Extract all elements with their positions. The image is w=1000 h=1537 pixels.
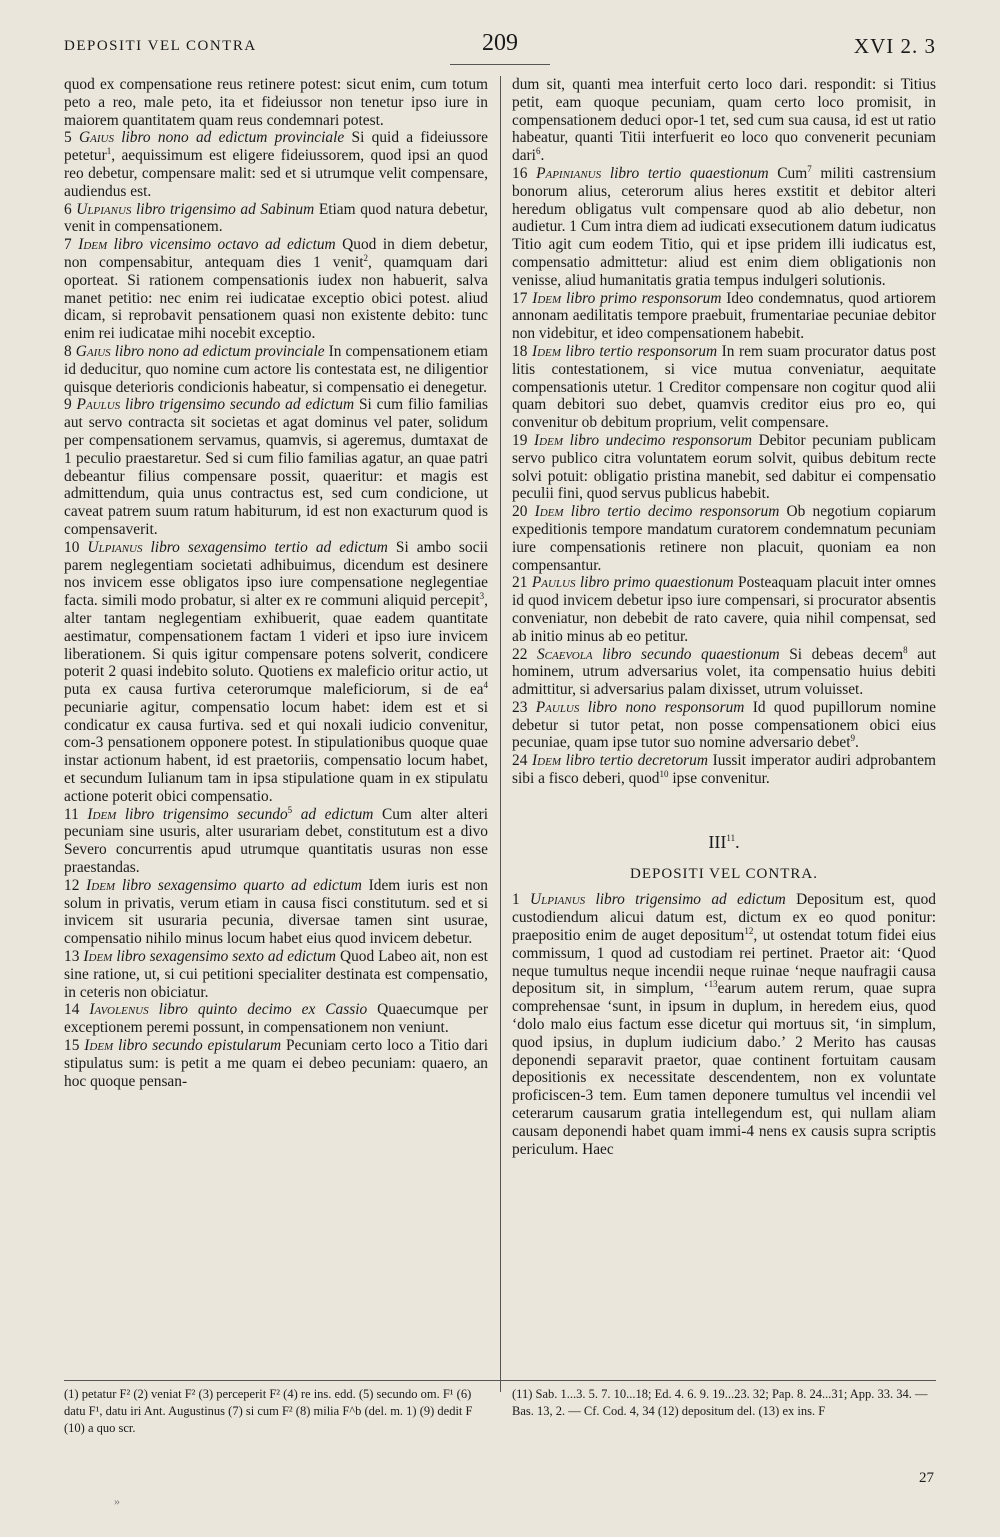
- jurist-name: Paulus: [76, 396, 121, 414]
- fragment-number: 18: [512, 342, 528, 360]
- source-work: libro sexagensimo quarto ad edictum: [121, 876, 362, 894]
- fragment-text: Id quod pupillorum nomine debetur si tutor petat, non posse compensationem obici eius pecuniae, quam ipse tutor suo nomine adversario debet: [512, 698, 936, 752]
- fragment-20: [512, 503, 936, 574]
- fragment-number: 24: [512, 752, 528, 770]
- fragment-number: 11: [64, 805, 79, 823]
- signature-mark: 27: [919, 1470, 934, 1486]
- fragment-number: 8: [64, 342, 72, 360]
- source-work: libro primo responsorum: [565, 289, 722, 307]
- fragment-15: [64, 1037, 488, 1090]
- fragment-text: Cum: [777, 164, 808, 182]
- header-title: DEPOSITI VEL CONTRA: [64, 38, 257, 54]
- fragment-number: 14: [64, 1001, 80, 1019]
- fragment-14: [64, 1001, 488, 1037]
- source-work: libro sexagensimo tertio ad edictum: [150, 538, 388, 556]
- source-work: libro sexagensimo sexto ad edictum: [116, 948, 336, 966]
- jurist-name: Idem: [534, 431, 563, 449]
- footnote-ref: 10: [659, 768, 669, 779]
- fragment-17: [512, 290, 936, 343]
- fragment-text: In rem suam procurator datus post litis contestationem, si vice mutua conveniatur, aequitate compensationis utetur. 1 Creditor compensare non cogitur quod alii quam debitori suo debet, quamvis creditor eius pro eo, qui convenitur ob debitum proprium, velit compensare.: [512, 342, 936, 432]
- fragment-5: [64, 129, 488, 200]
- jurist-name: Gaius: [75, 342, 111, 360]
- footnote-ref: 8: [903, 644, 908, 655]
- jurist-name: Ulpianus: [530, 891, 586, 909]
- fragment-text: dum sit, quanti mea interfuit certo loco dari. respondit: si Titius petit, eam quoque pecuniam, quam certo loco promisit, in compensationem deduci opor-1 tet, sed cum sua causa, id est ut ratio habeatur, quanti Titii interfuerit eo loco quo convenerit pecuniam dari: [512, 76, 936, 165]
- fragment-text: .: [540, 147, 545, 165]
- roman-numeral: III: [708, 831, 727, 852]
- source-work: libro nono ad edictum provinciale: [121, 129, 345, 147]
- jurist-name: Paulus: [535, 698, 580, 716]
- footnote-ref: 7: [807, 163, 812, 174]
- jurist-name: Idem: [87, 805, 117, 823]
- fragment-text: Si cum filio familias aut servo contracta sit societas et agat dominus vel pater, solidum per compensationem servamus, quamvis, si ageremus, dumtaxat de 1 peculio praestaretur. Sed si cum filio familias agatur, an quae patri debeantur filius compensare possit, quaeritur: et magis est admittendum, quia unus contractus est, sed cum condicione, ut caveat patrem suum ratum habiturum, id est non exacturum quod is compensaverit.: [64, 396, 489, 538]
- fragment-text: pecuniarie agitur, compensatio locum habet: idem est et si condicatur ex causa furtiva. sed et qui noxali iudicio convenitur, com-3 pensationem opponere potest. In stipulationibus quoque quae instar actionum habent, id est praetoriis, compensatio locum habet, et secundum Iulianum tam in ipsa stipulatione quam in ex stipulatu actione poterit obici compensatio.: [64, 698, 488, 805]
- fragment-text: Si debeas decem: [789, 645, 904, 663]
- footnote-ref: 12: [744, 925, 754, 936]
- fragment-text: Si ambo socii parem neglegentiam societati adhibuimus, dicendum est desinere nos invicem esse obligatos ipso iure compensatione neglegentiae facta. simili modo probatur, si alter ex re communi aliquid percepit: [64, 538, 488, 610]
- fragment-number: 9: [64, 396, 72, 414]
- fragment-text: Idem iuris est non solum in privatis, verum etiam in causa fisci constitutum. sed et si invicem sit usuraria pecunia, diversae tamen sint usurae, compensatio nihilo minus locum habet eius quod invicem debetur.: [64, 876, 488, 948]
- fragment-text: , aequissimum est eligere fideiussorem, quod ipsi an quod reo debetur, compensare malit: sed et si utrumque velit compensare, audiendus est.: [64, 147, 488, 200]
- fragment-number: 5: [64, 129, 72, 147]
- stray-mark: »: [114, 1494, 120, 1508]
- source-work: libro tertio quaestionum: [609, 164, 769, 182]
- fragment-text: ipse convenitur.: [668, 770, 770, 788]
- fragment-22: [512, 646, 936, 699]
- fragment-number: 6: [64, 200, 72, 218]
- fragment-text: , quamquam dari oporteat. Si rationem compensationis iudex non habuerit, salva manet petitio: nec enim rei iudicatae exceptio obici potest. aliud dicam, si reprobavit pensationem quasi non existente debito: tunc enim rei iudicatae mihi nocebit exceptio.: [64, 253, 488, 343]
- fragment-text: Debitor pecuniam publicam servo publico citra voluntatem eorum solvit, quibus debitum recte solvi potuit: obligatio pristina manebit, sed dabitur ei compensatio peculii fini, quod servus publicus habebit.: [512, 431, 937, 503]
- jurist-name: Idem: [532, 289, 562, 307]
- fragment-text: Quod Labeo ait, non est sine ratione, ut, si cui petitioni specialiter destinata est compensatio, in ceteris non obiciatur.: [64, 948, 488, 1001]
- fragment-24: [512, 752, 936, 788]
- source-work: libro tertio decimo responsorum: [570, 503, 780, 521]
- source-work: libro trigensimo secundo: [124, 805, 288, 823]
- paragraph: quod ex compensatione reus retinere potest: sicut enim, cum totum peto a reo, male peto, ita et fideiussor non tenetur ipso iure in maiorem quantitatem quam reus condemnari potest.: [64, 76, 488, 129]
- jurist-name: Idem: [534, 503, 564, 521]
- jurist-name: Scaevola: [536, 645, 593, 663]
- jurist-name: Gaius: [79, 129, 114, 147]
- jurist-name: Idem: [531, 342, 561, 360]
- fragment-number: 1: [512, 891, 520, 909]
- fragment-number: 16: [512, 164, 528, 182]
- jurist-name: Ulpianus: [76, 200, 132, 218]
- fragment-21: [512, 574, 936, 645]
- jurist-name: Idem: [532, 752, 561, 770]
- fragment-8: [64, 343, 488, 396]
- jurist-name: Paulus: [531, 574, 576, 592]
- fragment-text: Etiam quod natura debetur, venit in compensationem.: [64, 200, 488, 236]
- source-work: libro tertio decretorum: [565, 752, 708, 770]
- jurist-name: Papinianus: [536, 164, 602, 182]
- fragment-number: 19: [512, 431, 528, 449]
- fragment-text: militi castrensium bonorum alius, ceterorum alius heres exstitit et debitor alteri heredum obligatus vult compensare quod ab alio debetur, non audietur. 1 Cum intra diem ad iudicati exsecutionem datum iudicatus Titio agit cum eodem Titio, qui et ipse pridem illi iudicatus est, compensatio admittetur: aliud est enim diem obligationis non venisse, aliud humanitatis gratia tempus indulgeri solutionis.: [512, 164, 936, 289]
- footnote-ref: 9: [850, 733, 855, 744]
- fragment-13: [64, 948, 488, 1001]
- source-work: libro primo quaestionum: [579, 574, 734, 592]
- fragment-text: , ut ostendat totum fidei eius commissum, 1 quod ad custodiam rei pertinet. Praetor ait: ‘Quod neque tumultus neque incendii neque ruinae ‘neque naufragii causa depositum sit, in simplum, ‘: [512, 927, 936, 998]
- fragment-9: [64, 396, 488, 538]
- footnote-ref: 5: [287, 804, 293, 815]
- jurist-name: Idem: [78, 236, 108, 254]
- footnote-ref: 2: [363, 252, 369, 263]
- fragment-19: [512, 432, 936, 503]
- jurist-name: Idem: [83, 948, 113, 966]
- fragment-text: aut hominem, utrum adversarius volet, ita compensatio huius debiti admittitur, si adversarius palam dixisset, utrum voluisset.: [512, 645, 936, 699]
- fragment-text: In compensationem etiam id deducitur, quo nomine cum actore lis contestata est, ne diligentior quisque deterioris condicionis habeatur, si compensatio ei denegetur.: [64, 342, 488, 396]
- running-header: [64, 30, 936, 70]
- footnote-rule: [64, 1380, 936, 1381]
- footnote-ref: 3: [479, 590, 485, 601]
- jurist-name: Idem: [86, 876, 116, 894]
- footnote-ref: 13: [708, 979, 718, 990]
- fragment-number: 7: [64, 236, 72, 254]
- source-work: libro nono ad edictum provinciale: [114, 342, 325, 360]
- fragment-number: 13: [64, 948, 80, 966]
- source-work: libro secundo epistularum: [118, 1037, 282, 1055]
- footnotes-left: (1) petatur F² (2) veniat F² (3) perceperit F² (4) re ins. edd. (5) secundo om. F¹ (6) datu F¹, datu iri Ant. Augustinus (7) si cum F² (8) milia F^b (del. m. 1) (9) dedit F (10) a quo scr.: [64, 1387, 473, 1435]
- fragment-text: Ideo condemnatus, quod artiorem annonam aedilitatis tempore praebuit, frumentariae pecuniae debitor non videbitur, et ideo compensationem habebit.: [512, 289, 936, 343]
- source-work: libro secundo quaestionum: [602, 645, 780, 663]
- fragment-text: Iussit imperator audiri adprobantem sibi a fisco deberi, quod: [512, 752, 936, 788]
- header-rule: [450, 64, 550, 65]
- page-number: 209: [482, 30, 518, 56]
- fragment-number: 20: [512, 503, 528, 521]
- fragment-16: [512, 165, 936, 290]
- right-column: [512, 76, 936, 1158]
- column-divider: [500, 76, 501, 1392]
- section-number: [512, 831, 936, 852]
- fragment-number: 21: [512, 574, 528, 592]
- fragment-text: , alter tantam neglegentiam exhibuerit, quae eadem quantitate aestimatur, compensationem factam 1 videri et ipso iure invicem liberationem. Si quis igitur compensare potens solverit, condicere poterit 2 quasi indebito soluto. Quotiens ex maleficio oritur actio, ut puta ex causa furtiva ceterorumque maleficiorum, si de ea: [64, 592, 488, 699]
- source-work: libro trigensimo ad Sabinum: [136, 200, 315, 218]
- fragment-text: Quod in diem debetur, non compensabitur, antequam dies 1 venit: [64, 236, 488, 271]
- source-work: libro tertio responsorum: [565, 342, 718, 360]
- section-title: DEPOSITI VEL CONTRA.: [630, 865, 818, 882]
- jurist-name: Ulpianus: [87, 538, 143, 556]
- footnote-ref: 11: [726, 832, 736, 843]
- source-work: libro trigensimo ad edictum: [595, 891, 786, 909]
- punctuation: .: [735, 831, 740, 852]
- fragment-number: 17: [512, 289, 528, 307]
- footnote-ref: 1: [106, 146, 112, 157]
- fragment-11: [64, 806, 488, 877]
- title-fragment-1: [512, 891, 936, 1158]
- fragment-number: 23: [512, 698, 528, 716]
- footnote-ref: 6: [535, 146, 541, 157]
- fragment-number: 15: [64, 1037, 80, 1055]
- fragment-text: Quaecumque per exceptionem peremi possunt, in compensationem non veniunt.: [64, 1001, 488, 1037]
- fragment-text: Posteaquam placuit inter omnes id quod invicem debetur ipso iure compensari, si procurator absentis conveniatur, non debebit de rato cavere, quia nihil compensat, sed ab initio minus ab eo petitur.: [512, 574, 936, 645]
- source-work: libro undecimo responsorum: [569, 431, 752, 449]
- header-section: XVI 2. 3: [853, 34, 936, 58]
- left-column: [64, 76, 488, 1090]
- fragment-text: Si quid a fideiussore petetur: [64, 129, 488, 165]
- fragment-text: Cum alter alteri pecuniam sine usuris, alter usurariam debet, constitutum est a divo Severo concurrentis apud utrumque quantitatis usuras non esse praestandas.: [64, 805, 488, 877]
- fragment-text: .: [855, 734, 859, 752]
- footnotes-right: (11) Sab. 1...3. 5. 7. 10...18; Ed. 4. 6. 9. 19...23. 32; Pap. 8. 24...31; App. 33. 34. — Bas. 13, 2. — Cf. Cod. 4, 34 (12) depositum del. (13) ex ins. F: [512, 1387, 928, 1418]
- fragment-18: [512, 343, 936, 432]
- footnote-ref: 4: [483, 679, 488, 690]
- jurist-name: Idem: [84, 1037, 114, 1055]
- jurist-name: Iavolenus: [89, 1001, 149, 1019]
- fragment-12: [64, 877, 488, 948]
- source-work: libro quinto decimo ex Cassio: [158, 1001, 368, 1019]
- fragment-number: 22: [512, 645, 528, 663]
- fragment-10: [64, 539, 488, 806]
- fragment-number: 12: [64, 876, 80, 894]
- fragment-6: [64, 201, 488, 237]
- paragraph: [512, 76, 936, 165]
- fragment-text: Ob negotium copiarum expeditionis tempore mandatum curatorem condemnatum pecuniam iure compensationis retinere non placuit, quoniam ea non compensantur.: [512, 503, 936, 574]
- fragment-text: Depositum est, quod custodiendum alicui datum est, dictum ex eo quod ponitur: praepositio enim de auget depositum: [512, 891, 936, 945]
- source-work: libro nono responsorum: [587, 698, 745, 716]
- source-work: libro trigensimo secundo ad edictum: [125, 396, 355, 414]
- fragment-7: [64, 236, 488, 343]
- source-work: libro vicensimo octavo ad edictum: [113, 236, 336, 254]
- fragment-text: earum autem rerum, quae supra comprehensae ‘sunt, in ipsum in duplum, in heredem eius, quod ‘dolo malo eius factum esse dicetur qui mortuus sit, ‘in simplum, quod ipsius, in duplum iudicium dabo.’ 2 Merito has causas deponendi separavit praetor, quae continent fortuitam causam depositionis ex necessitate descendentem, non ex voluntate proficiscen-3 tem. Eum tamen deponere tumultus vel incendii vel ceterarum causarum gratia intellegendum est, qui nullam aliam causam deponendi habet quam immi-4 nens ex causis supra scriptis periculum. Haec: [512, 980, 936, 1158]
- source-work: ad edictum: [292, 805, 374, 823]
- fragment-number: 10: [64, 538, 80, 556]
- fragment-23: [512, 699, 936, 752]
- fragment-text: Pecuniam certo loco a Titio dari stipulatus sum: is petit a me quam ei debeo pecuniam: quaero, an hoc quoque pensan-: [64, 1037, 488, 1090]
